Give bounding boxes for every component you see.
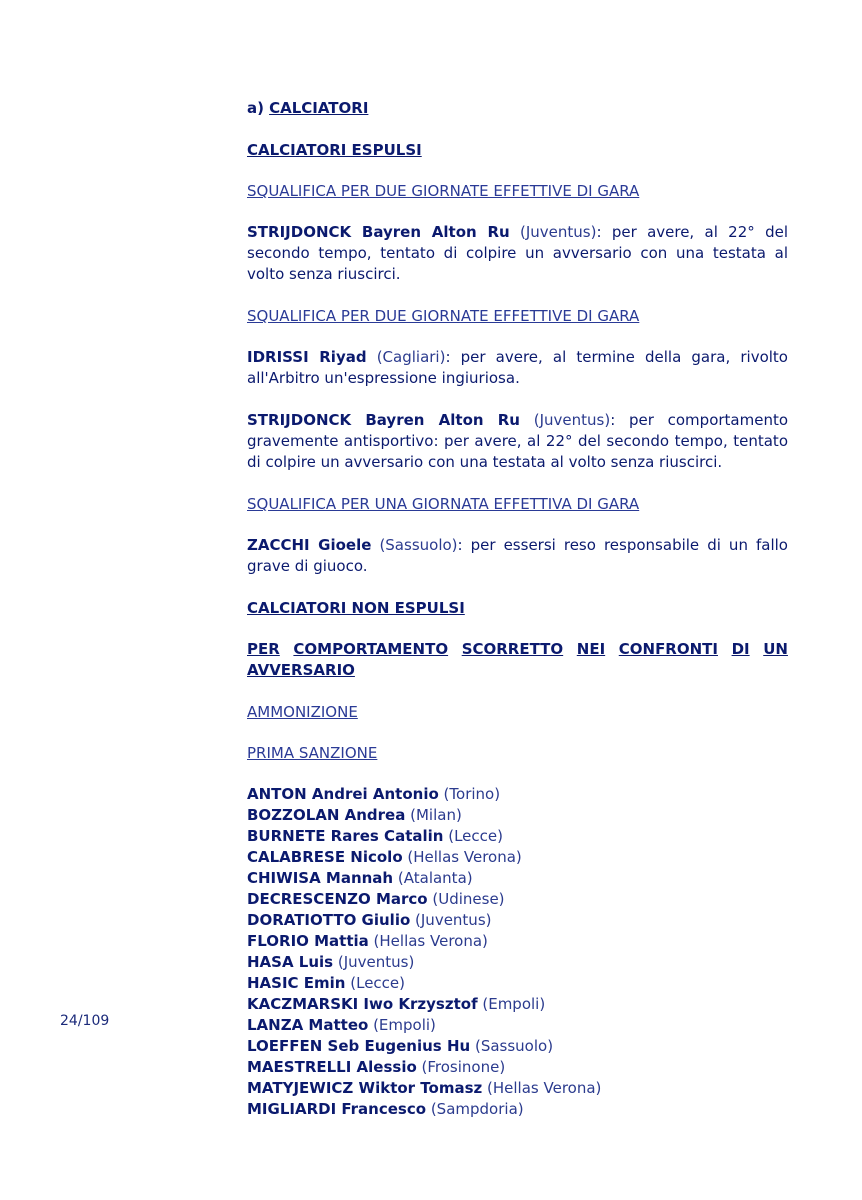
entry-name: STRIJDONCK Bayren Alton Ru: [247, 411, 520, 429]
player-name: DECRESCENZO Marco: [247, 890, 428, 908]
player-team: (Lecce): [443, 827, 503, 845]
entry-text: : per avere, al termine della gara, rivolto all'Arbitro un'espressione ingiuriosa.: [247, 348, 788, 387]
heading-word: NEI: [576, 640, 606, 658]
player-team: (Juventus): [333, 953, 415, 971]
entry-team: (Juventus): [519, 411, 611, 429]
list-item: [247, 847, 788, 868]
entry-text: : per essersi reso responsabile di un fallo grave di giuoco.: [247, 536, 788, 575]
player-team: (Udinese): [427, 890, 505, 908]
heading-comportamento: [247, 639, 788, 681]
players-list: [247, 784, 788, 1120]
heading-word: SCORRETTO: [461, 640, 564, 658]
player-team: (Frosinone): [416, 1058, 506, 1076]
player-name: BOZZOLAN Andrea: [247, 806, 406, 824]
list-item: [247, 1099, 788, 1120]
subheading-prima-sanzione: PRIMA SANZIONE: [247, 744, 378, 762]
player-name: HASA Luis: [247, 953, 334, 971]
list-item: [247, 1015, 788, 1036]
heading-espulsi: CALCIATORI ESPULSI: [247, 141, 422, 159]
player-name: DORATIOTTO Giulio: [247, 911, 411, 929]
player-name: LOEFFEN Seb Eugenius Hu: [247, 1037, 471, 1055]
list-item: [247, 1057, 788, 1078]
player-team: (Juventus): [410, 911, 492, 929]
player-name: FLORIO Mattia: [247, 932, 369, 950]
entry-text: : per comportamento gravemente antisportivo: per avere, al 22° del secondo tempo, tentato di colpire un avversario con una testata al volto senza riuscirci.: [247, 411, 789, 471]
player-team: (Sassuolo): [470, 1037, 554, 1055]
list-item: [247, 1078, 788, 1099]
list-item: [247, 784, 788, 805]
list-item: [247, 805, 788, 826]
player-team: (Hellas Verona): [368, 932, 488, 950]
player-name: ANTON Andrei Antonio: [247, 785, 439, 803]
entry-zacchi: [247, 535, 788, 577]
list-item: [247, 910, 788, 931]
entry-name: ZACCHI Gioele: [247, 536, 372, 554]
player-team: (Atalanta): [393, 869, 473, 887]
player-name: BURNETE Rares Catalin: [247, 827, 444, 845]
list-item: [247, 994, 788, 1015]
entry-idrissi: [247, 347, 788, 389]
heading-comportamento-line1: [247, 639, 788, 660]
heading-word: PER: [247, 640, 280, 658]
entry-team: (Juventus): [509, 223, 597, 241]
list-item: [247, 868, 788, 889]
player-team: (Empoli): [477, 995, 546, 1013]
player-name: CALABRESE Nicolo: [247, 848, 403, 866]
heading-word: DI: [731, 640, 750, 658]
subheading-two-days-2: SQUALIFICA PER DUE GIORNATE EFFETTIVE DI GARA: [247, 307, 640, 325]
subheading-one-day: SQUALIFICA PER UNA GIORNATA EFFETTIVA DI GARA: [247, 495, 640, 513]
section-heading: [247, 98, 788, 119]
player-name: LANZA Matteo: [247, 1016, 369, 1034]
heading-non-espulsi: CALCIATORI NON ESPULSI: [247, 599, 465, 617]
player-name: MAESTRELLI Alessio: [247, 1058, 417, 1076]
list-item: [247, 931, 788, 952]
heading-comportamento-line2: AVVERSARIO: [247, 661, 355, 679]
entry-team: (Sassuolo): [371, 536, 458, 554]
player-name: KACZMARSKI Iwo Krzysztof: [247, 995, 478, 1013]
player-name: MATYJEWICZ Wiktor Tomasz: [247, 1079, 483, 1097]
entry-team: (Cagliari): [366, 348, 446, 366]
list-item: [247, 952, 788, 973]
player-name: MIGLIARDI Francesco: [247, 1100, 427, 1118]
list-item: [247, 889, 788, 910]
heading-word: COMPORTAMENTO: [293, 640, 449, 658]
list-item: [247, 1036, 788, 1057]
player-team: (Hellas Verona): [482, 1079, 602, 1097]
section-title: CALCIATORI: [269, 99, 369, 117]
entry-strijdonck-2: [247, 410, 788, 473]
section-prefix: a): [247, 99, 264, 117]
player-team: (Torino): [438, 785, 501, 803]
player-team: (Empoli): [368, 1016, 436, 1034]
player-team: (Milan): [405, 806, 462, 824]
list-item: [247, 973, 788, 994]
heading-word: CONFRONTI: [618, 640, 718, 658]
list-item: [247, 826, 788, 847]
subheading-two-days-1: SQUALIFICA PER DUE GIORNATE EFFETTIVE DI GARA: [247, 182, 640, 200]
player-team: (Hellas Verona): [402, 848, 522, 866]
heading-word: UN: [763, 640, 788, 658]
player-name: HASIC Emin: [247, 974, 346, 992]
entry-strijdonck-1: [247, 222, 788, 285]
player-name: CHIWISA Mannah: [247, 869, 394, 887]
entry-text: : per avere, al 22° del secondo tempo, tentato di colpire un avversario con una testata al volto senza riuscirci.: [247, 223, 789, 283]
entry-name: IDRISSI Riyad: [247, 348, 367, 366]
entry-name: STRIJDONCK Bayren Alton Ru: [247, 223, 510, 241]
player-team: (Lecce): [345, 974, 406, 992]
player-team: (Sampdoria): [426, 1100, 524, 1118]
page-number: 24/109: [60, 1013, 110, 1029]
subheading-ammonizione: AMMONIZIONE: [247, 703, 358, 721]
